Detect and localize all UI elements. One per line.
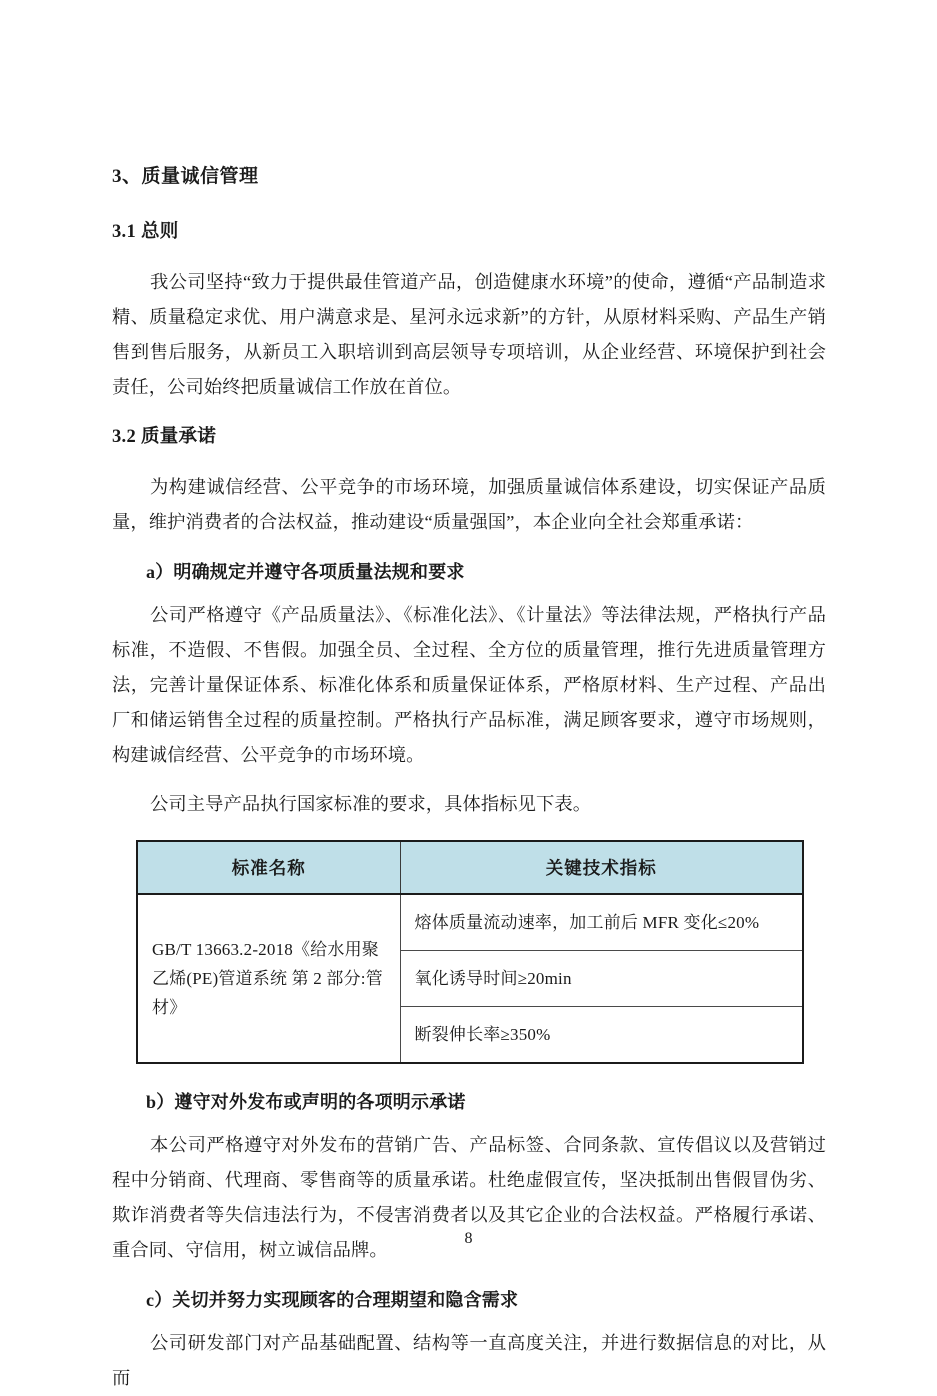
spec-table xyxy=(136,840,804,1064)
spacer xyxy=(112,243,826,265)
top-margin-spacer xyxy=(112,0,826,161)
paragraph-item-a-1: 公司严格遵守《产品质量法》、《标准化法》、《计量法》等法律法规，严格执行产品标准，不造假、不售假。加强全员、全过程、全方位的质量管理，推行先进质量管理方法，完善计量保证体系、标准化体系和质量保证体系，严格原材料、生产过程、产品出厂和储运销售全过程的质量控制。严格执行产品标准，满足顾客要求，遵守市场规则，构建诚信经营、公平竞争的市场环境。 xyxy=(112,605,826,765)
paragraph-3-1-1: 我公司坚持“致力于提供最佳管道产品，创造健康水环境”的使命，遵循“产品制造求精、质量稳定求优、用户满意求是、星河永远求新”的方针，从原材料采购、产品生产销售到售后服务，从新员工入职培训到高层领导专项培训，从企业经营、环境保护到社会责任，公司始终把质量诚信工作放在首位。 xyxy=(112,272,826,397)
spacer xyxy=(112,1312,826,1326)
item-heading-a: a）明确规定并遵守各项质量法规和要求 xyxy=(146,562,465,582)
table-header-standard-name: 标准名称 xyxy=(137,841,400,894)
page-title: 3、质量诚信管理 xyxy=(112,166,259,187)
spacer xyxy=(112,1268,826,1286)
spacer xyxy=(112,188,826,217)
table-cell-indicator-1: 熔体质量流动速率，加工前后 MFR 变化≤20% xyxy=(400,894,803,951)
paragraph-item-b-1: 本公司严格遵守对外发布的营销广告、产品标签、合同条款、宣传倡议以及营销过程中分销商、代理商、零售商等的质量承诺。杜绝虚假宣传，坚决抵制出售假冒伪劣、欺诈消费者等失信违法行为，不侵害消费者以及其它企业的合法权益。严格履行承诺、重合同、守信用，树立诚信品牌。 xyxy=(112,1135,826,1260)
table-cell-indicator-2: 氧化诱导时间≥20min xyxy=(400,951,803,1007)
item-heading-b: b）遵守对外发布或声明的各项明示承诺 xyxy=(146,1092,466,1112)
spec-table-wrapper xyxy=(112,840,826,1064)
subsection-heading-3-2: 3.2 质量承诺 xyxy=(112,427,217,447)
page-number: 8 xyxy=(464,1230,473,1247)
spacer xyxy=(112,584,826,598)
table-cell-indicator-3: 断裂伸长率≥350% xyxy=(400,1007,803,1064)
spacer xyxy=(112,1114,826,1128)
page-content xyxy=(112,0,826,1396)
spacer xyxy=(112,448,826,470)
paragraph-item-c-1: 公司研发部门对产品基础配置、结构等一直高度关注，并进行数据信息的对比，从而 xyxy=(112,1333,826,1388)
spacer xyxy=(112,773,826,787)
table-header-key-indicator: 关键技术指标 xyxy=(400,841,803,894)
paragraph-item-a-2: 公司主导产品执行国家标准的要求，具体指标见下表。 xyxy=(150,794,592,814)
spacer xyxy=(112,822,826,840)
item-heading-c: c）关切并努力实现顾客的合理期望和隐含需求 xyxy=(146,1290,519,1310)
spacer xyxy=(112,1064,826,1088)
paragraph-3-2-1: 为构建诚信经营、公平竞争的市场环境，加强质量诚信体系建设，切实保证产品质量，维护消费者的合法权益，推动建设“质量强国”，本企业向全社会郑重承诺： xyxy=(112,477,826,532)
spacer xyxy=(112,405,826,422)
table-header-row xyxy=(137,841,803,894)
table-row xyxy=(137,894,803,951)
table-cell-standard-name: GB/T 13663.2-2018《给水用聚乙烯(PE)管道系统 第 2 部分:管材》 xyxy=(137,894,400,1063)
subsection-heading-3-1: 3.1 总则 xyxy=(112,222,179,242)
spacer xyxy=(112,540,826,558)
